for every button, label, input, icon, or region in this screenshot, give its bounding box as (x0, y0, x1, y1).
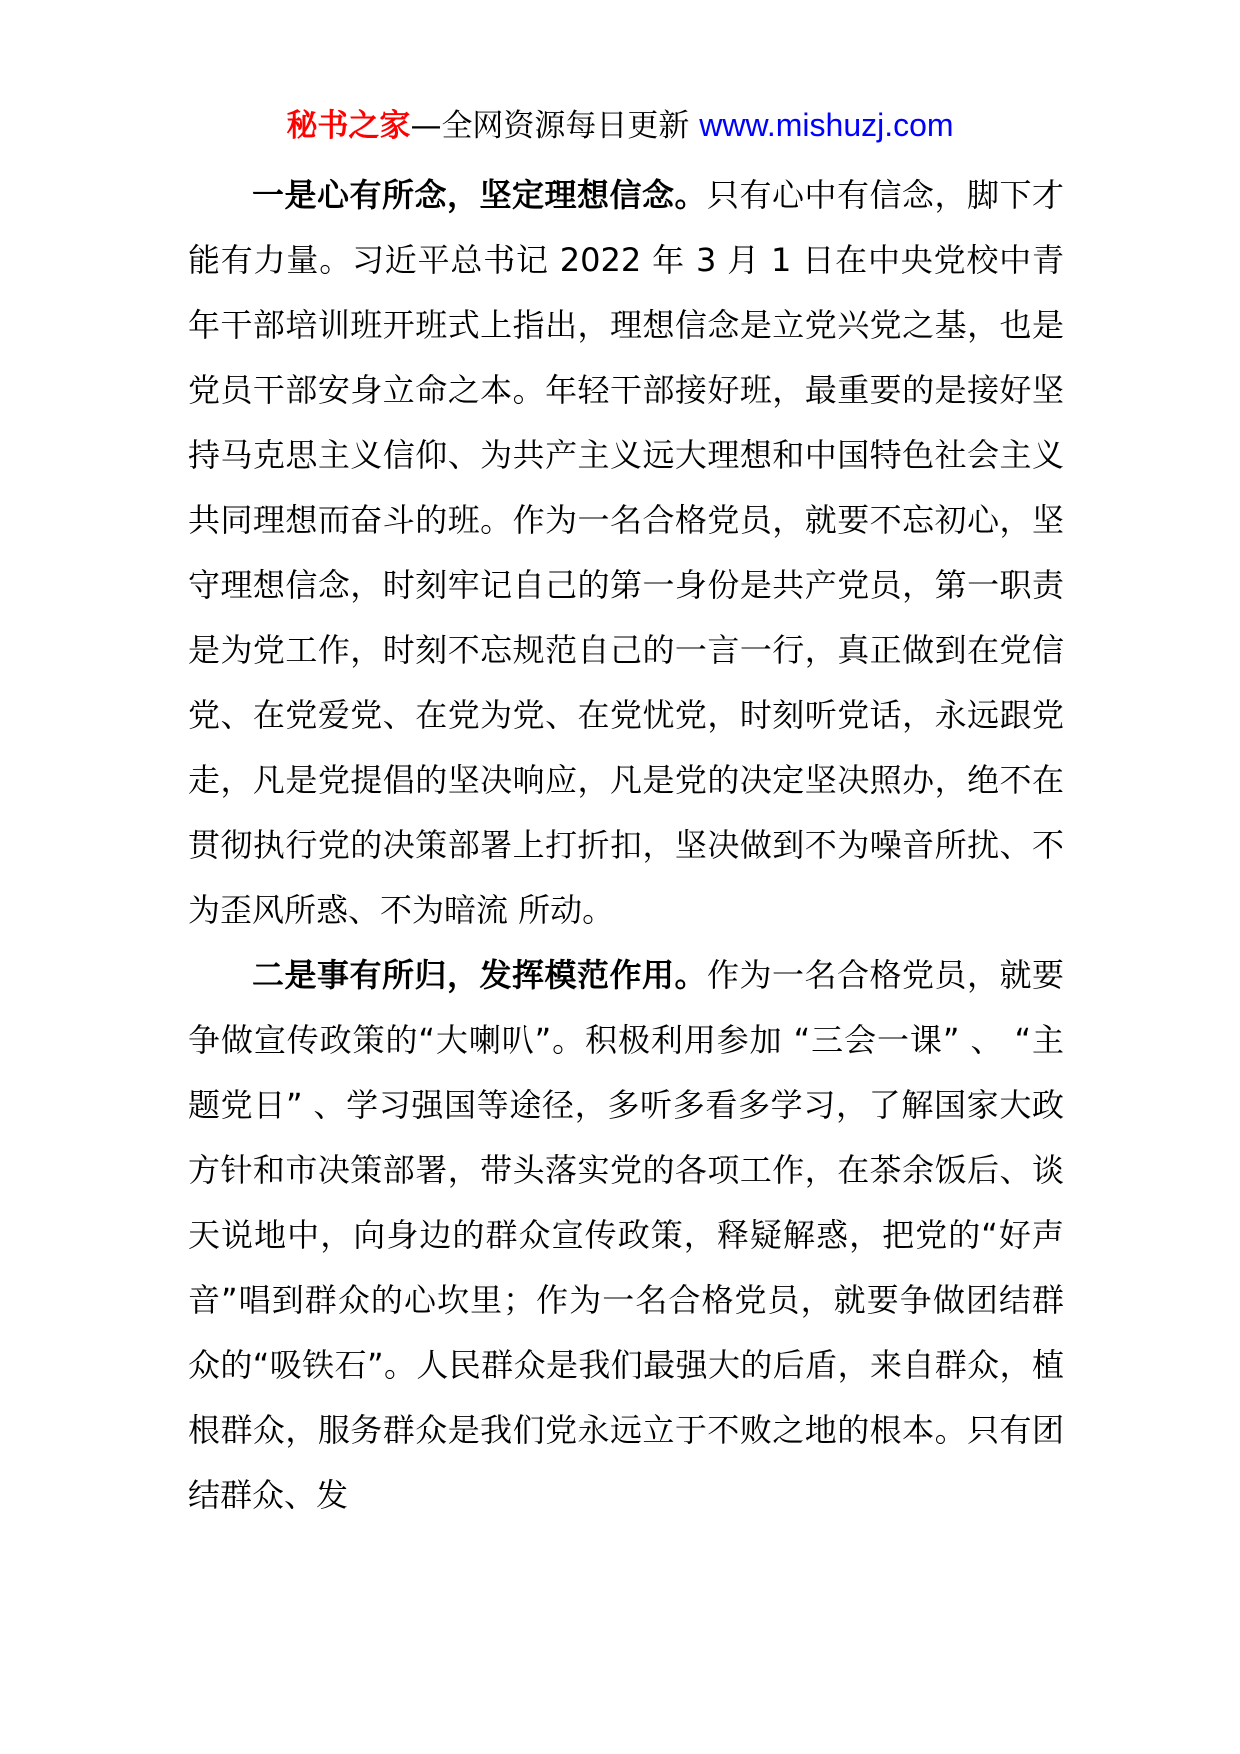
paragraph-1-heading: 一是心有所念，坚定理想信念。 (252, 176, 707, 214)
paragraph-2 (188, 943, 1064, 1528)
paragraph-2-heading: 二是事有所归，发挥模范作用。 (252, 956, 707, 994)
paragraph-2-text: 作为一名合格党员，就要争做宣传政策的“大喇叭”。积极利用参加 “三会一课” 、 “主题党日” 、学习强国等途径，多听多看多学习，了解国家大政方针和市决策部署，带头落实党的各项工作，在茶余饭后、谈天说地中，向身边的群众宣传政策，释疑解惑，把党的“好声音”唱到群众的心坎里；作为一名合格党员，就要争做团结群众的“吸铁石”。人民群众是我们最强大的后盾，来自群众，植根群众，服务群众是我们党永远立于不败之地的根本。只有团结群众、发 (188, 956, 1064, 1514)
site-url-link[interactable]: www.mishuzj.com (699, 107, 954, 143)
document-body (188, 163, 1064, 1528)
header-tagline: —全网资源每日更新 (410, 108, 700, 144)
page-header (0, 100, 1240, 151)
brand-name: 秘书之家 (286, 108, 411, 144)
paragraph-1 (188, 163, 1064, 943)
paragraph-1-text: 只有心中有信念，脚下才能有力量。习近平总书记 2022 年 3 月 1 日在中央党校中青年干部培训班开班式上指出，理想信念是立党兴党之基，也是党员干部安身立命之本。年轻干部接好班，最重要的是接好坚持马克思主义信仰、为共产主义远大理想和中国特色社会主义共同理想而奋斗的班。作为一名合格党员，就要不忘初心，坚守理想信念，时刻牢记自己的第一身份是共产党员，第一职责是为党工作，时刻不忘规范自己的一言一行，真正做到在党信党、在党爱党、在党为党、在党忧党，时刻听党话，永远跟党走，凡是党提倡的坚决响应，凡是党的决定坚决照办，绝不在贯彻执行党的决策部署上打折扣，坚决做到不为噪音所扰、不为歪风所惑、不为暗流 所动。 (188, 176, 1064, 929)
